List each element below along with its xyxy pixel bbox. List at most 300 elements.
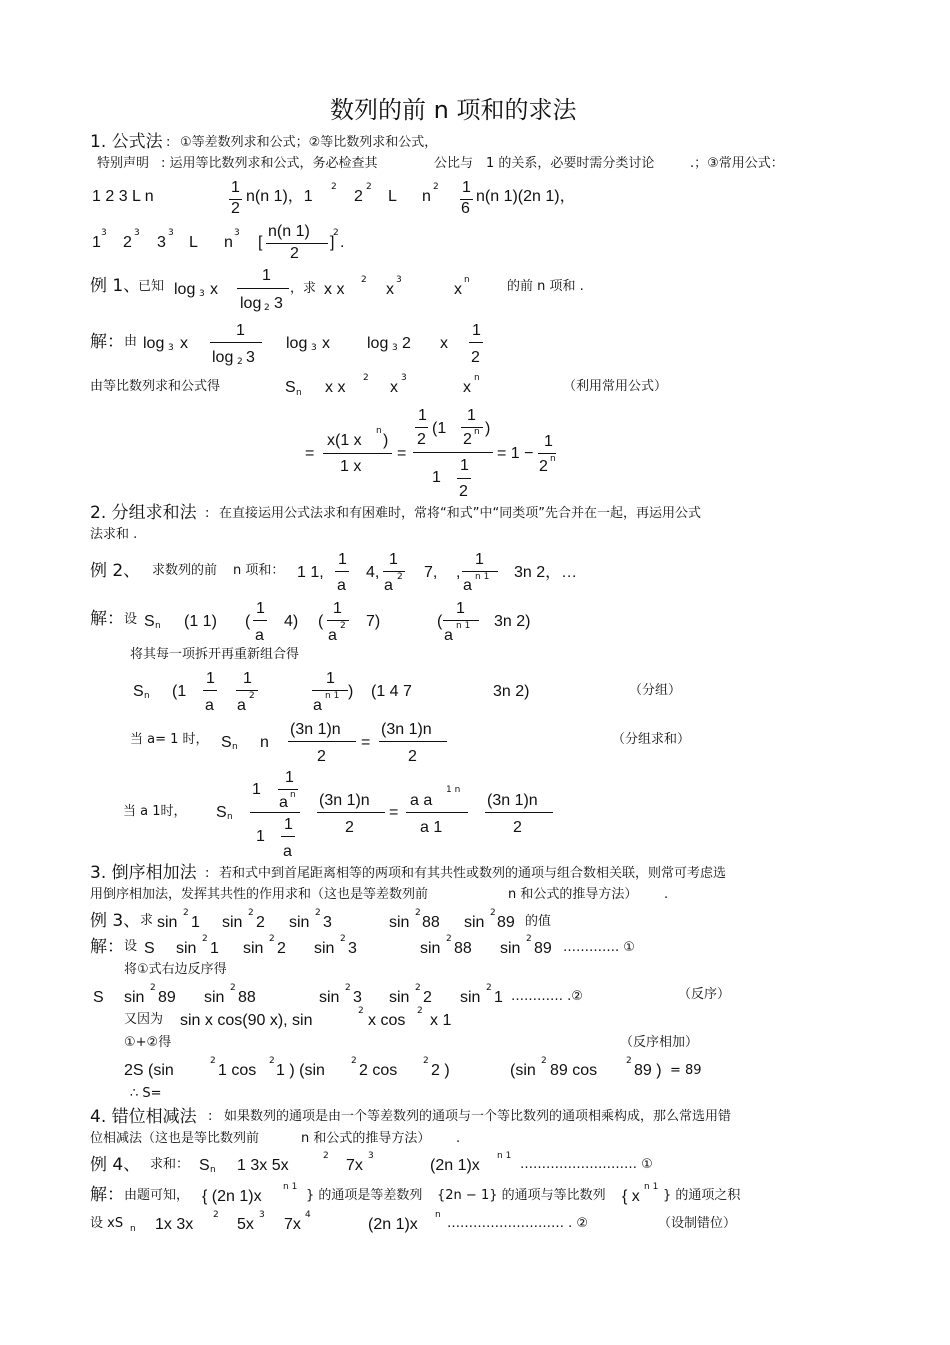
grouped-term: 3n 2) bbox=[493, 683, 530, 700]
identity-formula-2: x cos bbox=[368, 1012, 406, 1029]
superscript: n 1 bbox=[497, 1151, 512, 1161]
section-2-description-2: 法求和 . bbox=[90, 527, 138, 542]
formula-squares-result: n(n 1)(2n 1)， bbox=[476, 188, 576, 205]
fraction-bar bbox=[317, 812, 385, 813]
formula-term: 3 bbox=[246, 349, 255, 366]
formula-sum-n-result: n(n 1)，1 bbox=[246, 188, 313, 205]
equals-sign: = bbox=[361, 734, 371, 751]
formula-frac-num: 1 bbox=[333, 600, 342, 617]
group-sum-note: （分组求和） bbox=[612, 732, 691, 747]
superscript: 2 bbox=[249, 691, 255, 701]
formula-frac-num: 1 bbox=[236, 322, 245, 339]
superscript: n bbox=[474, 373, 480, 383]
superscript: n bbox=[464, 275, 470, 285]
example-1-text: 已知 bbox=[138, 279, 165, 294]
solution-2-set: 设 bbox=[124, 612, 138, 627]
series-general-term: (2n 1)x bbox=[430, 1157, 480, 1174]
grouped-term: 7) bbox=[366, 613, 381, 630]
sin-text: sin bbox=[204, 989, 225, 1006]
sin-text: sin bbox=[464, 914, 485, 931]
angle-value: 89 bbox=[497, 914, 515, 931]
solution-3-set: 设 bbox=[124, 939, 138, 954]
formula-frac-num: 1 bbox=[389, 551, 398, 568]
formula-frac-den: 2 bbox=[539, 458, 548, 475]
example-1-ask: ，求 bbox=[290, 281, 317, 296]
formula-frac-den: 2 bbox=[459, 483, 468, 500]
section-4-heading: 4. 错位相减法 bbox=[90, 1107, 197, 1127]
formula-frac-den: a bbox=[283, 843, 292, 860]
subscript: 2 bbox=[264, 303, 270, 313]
superscript: 2 bbox=[397, 572, 403, 582]
case-a-not-1: 当 a 1时， bbox=[123, 804, 187, 819]
angle-value: 2 bbox=[277, 940, 286, 957]
series-x: x x bbox=[325, 379, 346, 396]
s-symbol: S bbox=[93, 989, 104, 1006]
superscript: n 1 bbox=[456, 621, 471, 631]
subscript: n bbox=[144, 691, 150, 701]
formula-frac-num: 1 bbox=[262, 267, 271, 284]
frac-numerator: (3n 1)n bbox=[487, 792, 538, 809]
formula-frac-num: 1 bbox=[460, 457, 469, 474]
formula-frac-num: 1 bbox=[206, 670, 215, 687]
grouped-term: (1 4 7 bbox=[371, 683, 412, 700]
add-note: （反序相加） bbox=[620, 1035, 699, 1050]
subscript: n bbox=[130, 1224, 136, 1234]
angle-value: 88 bbox=[238, 989, 256, 1006]
grouped-term: ( bbox=[318, 613, 324, 630]
series-term: 3n 2，… bbox=[514, 564, 578, 581]
formula-term: 3 bbox=[157, 234, 166, 251]
section-4-description-4: . bbox=[456, 1131, 461, 1146]
formula-frac-num: 1 bbox=[338, 551, 347, 568]
angle-value: 89 bbox=[158, 989, 176, 1006]
series-terms: 7x bbox=[284, 1216, 301, 1233]
superscript: 2 bbox=[490, 908, 496, 918]
section-3-heading: 3. 倒序相加法 bbox=[90, 863, 197, 883]
formula-frac-num: 1 bbox=[467, 407, 476, 424]
equals-sign: = bbox=[397, 445, 407, 462]
sn-symbol: S bbox=[285, 379, 296, 396]
series-terms: 1 3x 5x bbox=[237, 1157, 289, 1174]
angle-value: 3 bbox=[348, 940, 357, 957]
two-s-formula: 2S (sin bbox=[124, 1062, 174, 1079]
solution-4-text: 由题可知， bbox=[124, 1188, 190, 1203]
superscript: 2 bbox=[333, 228, 339, 238]
solution-1-label: 解： bbox=[90, 332, 124, 352]
grouped-term: (1 1) bbox=[184, 613, 217, 630]
example-3-tail: 的值 bbox=[525, 914, 552, 929]
formula-frac-den: 2 bbox=[290, 245, 299, 262]
variable-x: x bbox=[440, 335, 448, 352]
superscript: n bbox=[550, 454, 556, 464]
formula-frac-den: a bbox=[337, 577, 346, 594]
superscript: 1 n bbox=[446, 785, 461, 795]
formula-frac-den: 2 bbox=[345, 819, 354, 836]
fraction-bar bbox=[288, 741, 356, 742]
subscript: 2 bbox=[237, 357, 243, 367]
sin-text: sin bbox=[389, 914, 410, 931]
angle-value: 1 bbox=[494, 989, 503, 1006]
superscript: 2 bbox=[331, 182, 337, 192]
close-paren: ) bbox=[383, 432, 389, 449]
variable-x: x bbox=[180, 335, 188, 352]
superscript: 2 bbox=[351, 1056, 357, 1066]
angle-value: 3 bbox=[323, 914, 332, 931]
formula-frac-num: 1 bbox=[544, 433, 553, 450]
formula-term: 2 bbox=[402, 335, 411, 352]
superscript: 2 bbox=[423, 1056, 429, 1066]
formula-frac-den: 2 bbox=[231, 200, 240, 217]
reverse-note: （反序） bbox=[678, 987, 731, 1002]
sn-symbol: S bbox=[133, 683, 144, 700]
fraction-bar bbox=[203, 690, 217, 691]
sn-symbol: S bbox=[199, 1157, 210, 1174]
frac-denominator: 1 x bbox=[340, 458, 362, 475]
series-terms: 1x 3x bbox=[155, 1216, 194, 1233]
formula-term: 1 bbox=[256, 828, 265, 845]
section-4-colon: : bbox=[208, 1109, 213, 1124]
frac-numerator: (3n 1)n bbox=[290, 721, 341, 738]
example-1-label: 例 1、 bbox=[90, 276, 141, 296]
sin-text: sin bbox=[289, 914, 310, 931]
section-3-description: 若和式中到首尾距离相等的两项和有其共性或数列的通项与组合数相关联，则常可考虑选 bbox=[219, 866, 727, 881]
fraction-bar bbox=[485, 812, 553, 813]
variable-x: x bbox=[210, 281, 218, 298]
two-s-formula: 89 ) bbox=[634, 1062, 662, 1079]
series-term: 4, bbox=[366, 564, 380, 581]
series-x: x x bbox=[324, 281, 345, 298]
solution-4-label: 解： bbox=[90, 1185, 124, 1205]
regroup-text: 将其每一项拆开再重新组合得 bbox=[130, 647, 300, 662]
sin-text: sin bbox=[124, 989, 145, 1006]
superscript: 4 bbox=[305, 1210, 311, 1220]
formula-frac-den: a bbox=[205, 697, 214, 714]
s-symbol: S bbox=[144, 940, 155, 957]
formula-frac-num: n(n 1) bbox=[268, 223, 310, 240]
formula-bracket: ] bbox=[330, 234, 335, 251]
formula-term: n bbox=[422, 188, 431, 205]
superscript: 2 bbox=[230, 983, 236, 993]
section-1-description: ①等差数列求和公式；②等比数列求和公式， bbox=[180, 135, 438, 150]
two-s-formula: 89 cos bbox=[550, 1062, 598, 1079]
grouped-term: ) bbox=[348, 683, 354, 700]
fraction-bar bbox=[253, 620, 267, 621]
superscript: 2 bbox=[415, 908, 421, 918]
frac-numerator: x(1 x bbox=[327, 432, 362, 449]
log-text: log bbox=[174, 281, 196, 298]
note-text-3: 1 的关系，必要时需分类讨论 bbox=[486, 156, 655, 171]
equation-marker-1: ……………………… ① bbox=[520, 1157, 653, 1172]
log-text: log bbox=[143, 335, 165, 352]
formula-frac-den: 2 bbox=[417, 431, 426, 448]
set-misalign-note: （设制错位） bbox=[658, 1216, 737, 1231]
formula-frac-num: 1 bbox=[243, 670, 252, 687]
example-3-label: 例 3、 bbox=[90, 911, 141, 931]
log-text: log bbox=[212, 349, 234, 366]
therefore-line: ∴ S= bbox=[130, 1086, 162, 1101]
superscript: n bbox=[290, 790, 296, 800]
solution-2-label: 解： bbox=[90, 609, 124, 629]
superscript: 2 bbox=[541, 1056, 547, 1066]
note-text-4: .；③常用公式： bbox=[690, 156, 784, 171]
angle-value: 2 bbox=[256, 914, 265, 931]
solution-4-text-3: {2n − 1} 的通项与等比数列 bbox=[437, 1188, 606, 1203]
superscript: n 1 bbox=[475, 572, 490, 582]
sin-text: sin bbox=[460, 989, 481, 1006]
variable-n: n bbox=[260, 734, 269, 751]
angle-value: 88 bbox=[454, 940, 472, 957]
identity-formula: sin x cos(90 x), sin bbox=[180, 1012, 313, 1029]
fraction-bar bbox=[237, 288, 289, 289]
sin-text: sin bbox=[157, 914, 178, 931]
superscript: 2 bbox=[248, 908, 254, 918]
equation-marker-2: ………… .② bbox=[511, 989, 583, 1004]
superscript: 2 bbox=[269, 934, 275, 944]
identity-formula-3: x 1 bbox=[430, 1012, 452, 1029]
because-text: 又因为 bbox=[124, 1012, 164, 1027]
formula-frac-num: 1 bbox=[285, 769, 294, 786]
two-s-formula: 1 cos bbox=[218, 1062, 257, 1079]
section-3-description-4: . bbox=[664, 887, 669, 902]
grouped-term: 3n 2) bbox=[494, 613, 531, 630]
formula-frac-num: 1 bbox=[418, 407, 427, 424]
superscript: 2 bbox=[202, 934, 208, 944]
fraction-bar bbox=[469, 342, 483, 343]
superscript: n bbox=[435, 1210, 441, 1220]
superscript: 2 bbox=[486, 983, 492, 993]
subscript: n bbox=[232, 742, 238, 752]
subscript: 3 bbox=[392, 343, 398, 353]
formula-frac-den: a bbox=[328, 627, 337, 644]
series-x: x bbox=[463, 379, 471, 396]
superscript: 2 bbox=[315, 908, 321, 918]
frac-numerator: (3n 1)n bbox=[319, 792, 370, 809]
superscript: 3 bbox=[259, 1210, 265, 1220]
formula-bracket: [ bbox=[258, 234, 263, 251]
sin-text: sin bbox=[176, 940, 197, 957]
superscript: 2 bbox=[417, 1006, 423, 1016]
superscript: n 1 bbox=[283, 1182, 298, 1192]
angle-value: 2 bbox=[423, 989, 432, 1006]
superscript: 2 bbox=[340, 621, 346, 631]
formula-frac-den: a bbox=[237, 697, 246, 714]
note-label: 特别声明 bbox=[97, 156, 150, 171]
formula-frac-den: 2 bbox=[513, 819, 522, 836]
subscript: 3 bbox=[168, 343, 174, 353]
formula-frac-num: 1 bbox=[456, 600, 465, 617]
geometric-term: { x bbox=[622, 1188, 640, 1205]
formula-frac-den: 2 bbox=[471, 349, 480, 366]
section-2-heading: 2. 分组求和法 bbox=[90, 503, 197, 523]
use-formula-note: （利用常用公式） bbox=[563, 379, 668, 394]
superscript: 2 bbox=[345, 983, 351, 993]
superscript: n 1 bbox=[325, 691, 340, 701]
superscript: n 1 bbox=[644, 1182, 659, 1192]
superscript: 3 bbox=[368, 1151, 374, 1161]
example-2-label: 例 2、 bbox=[90, 561, 141, 581]
formula-term: 2 bbox=[354, 188, 363, 205]
formula-frac-den: 2 bbox=[463, 431, 472, 448]
superscript: 2 bbox=[150, 983, 156, 993]
solution-3-label: 解： bbox=[90, 937, 124, 957]
series-x: x bbox=[386, 281, 394, 298]
subscript: 3 bbox=[199, 289, 205, 299]
superscript: 2 bbox=[626, 1056, 632, 1066]
subscript: n bbox=[155, 621, 161, 631]
superscript: n bbox=[376, 426, 382, 436]
section-4-description-3: n 和公式的推导方法） bbox=[301, 1131, 431, 1146]
case-a-equals-1: 当 a= 1 时， bbox=[130, 732, 209, 747]
formula-term: 2 bbox=[123, 234, 132, 251]
fraction-bar bbox=[379, 741, 447, 742]
two-s-result: = 89 bbox=[670, 1063, 702, 1078]
superscript: 2 bbox=[183, 908, 189, 918]
fraction-bar bbox=[457, 478, 471, 479]
reverse-text: 将①式右边反序得 bbox=[124, 962, 227, 977]
equals-sign: = bbox=[389, 804, 399, 821]
series-terms: 5x bbox=[237, 1216, 254, 1233]
note-text-2: 公比与 bbox=[434, 156, 474, 171]
solution-1-by: 由 bbox=[124, 334, 138, 349]
angle-value: 3 bbox=[353, 989, 362, 1006]
frac-big-numerator: (1 bbox=[432, 420, 447, 437]
formula-frac-num: 1 bbox=[462, 179, 471, 196]
two-s-formula: (sin bbox=[510, 1062, 536, 1079]
fraction-bar bbox=[335, 571, 349, 572]
example-4-label: 例 4、 bbox=[90, 1155, 141, 1175]
formula-period: . bbox=[340, 234, 345, 251]
variable-x: x bbox=[322, 335, 330, 352]
two-s-formula: 1 ) (sin bbox=[276, 1062, 325, 1079]
general-term: { (2n 1)x bbox=[202, 1188, 262, 1205]
sin-text: sin bbox=[222, 914, 243, 931]
sin-text: sin bbox=[243, 940, 264, 957]
section-3-description-2: 用倒序相加法，发挥其共性的作用求和（这也是等差数列前 bbox=[90, 887, 429, 902]
angle-value: 89 bbox=[534, 940, 552, 957]
sn-symbol: S bbox=[216, 804, 227, 821]
close-paren: ) bbox=[485, 420, 491, 437]
angle-value: 1 bbox=[210, 940, 219, 957]
formula-frac-den: a bbox=[463, 577, 472, 594]
superscript: 3 bbox=[234, 228, 240, 238]
log-text: log bbox=[367, 335, 389, 352]
fraction-bar bbox=[250, 812, 300, 813]
sin-text: sin bbox=[314, 940, 335, 957]
formula-frac-den: 2 bbox=[317, 748, 326, 765]
formula-frac-num: 1 bbox=[472, 322, 481, 339]
formula-frac-den: a bbox=[384, 577, 393, 594]
grouped-term: (1 bbox=[172, 683, 187, 700]
formula-term: 1 bbox=[92, 234, 101, 251]
superscript: 2 bbox=[269, 1056, 275, 1066]
log-text: log bbox=[240, 295, 262, 312]
superscript: 2 bbox=[526, 934, 532, 944]
page-title: 数列的前 n 项和的求法 bbox=[330, 96, 577, 124]
two-s-formula: 2 ) bbox=[431, 1062, 450, 1079]
section-3-colon: : bbox=[205, 866, 210, 881]
superscript: 2 bbox=[415, 983, 421, 993]
series-term: 1 1, bbox=[297, 564, 324, 581]
fraction-bar bbox=[281, 836, 295, 837]
sin-text: sin bbox=[420, 940, 441, 957]
frac-big-denominator: 1 bbox=[432, 469, 441, 486]
series-term: 7, bbox=[424, 564, 438, 581]
subscript: n bbox=[210, 1165, 216, 1175]
superscript: 2 bbox=[210, 1056, 216, 1066]
series-terms: 7x bbox=[346, 1157, 363, 1174]
formula-ellipsis: L bbox=[189, 234, 198, 251]
log-text: log bbox=[286, 335, 308, 352]
fraction-bar bbox=[406, 812, 468, 813]
formula-frac-den: a bbox=[313, 697, 322, 714]
fraction-bar bbox=[413, 452, 493, 453]
superscript: 3 bbox=[401, 373, 407, 383]
example-1-tail: 的前 n 项和 . bbox=[507, 279, 584, 294]
superscript: 2 bbox=[363, 373, 369, 383]
section-2-colon: : bbox=[205, 506, 210, 521]
section-1-colon: : bbox=[166, 135, 171, 150]
formula-frac-den: a bbox=[444, 627, 453, 644]
superscript: 3 bbox=[101, 228, 107, 238]
example-4-text: 求和： bbox=[150, 1157, 190, 1172]
sn-symbol: S bbox=[221, 734, 232, 751]
formula-frac-num: 1 bbox=[284, 816, 293, 833]
section-3-description-3: n 和公式的推导方法） bbox=[508, 887, 638, 902]
grouped-term: ( bbox=[437, 613, 443, 630]
superscript: 3 bbox=[168, 228, 174, 238]
formula-frac-den: a bbox=[255, 627, 264, 644]
angle-value: 1 bbox=[191, 914, 200, 931]
sin-text: sin bbox=[389, 989, 410, 1006]
superscript: 2 bbox=[358, 1006, 364, 1016]
superscript: 2 bbox=[361, 275, 367, 285]
series-x: x bbox=[454, 281, 462, 298]
formula-sum-n: 1 2 3 L n bbox=[92, 188, 154, 205]
series-general-term: (2n 1)x bbox=[368, 1216, 418, 1233]
equation-marker-2: ……………………… . ② bbox=[447, 1216, 589, 1231]
solution-4-text-4: } 的通项之积 bbox=[663, 1188, 741, 1203]
superscript: 3 bbox=[134, 228, 140, 238]
formula-frac-den: a bbox=[279, 794, 288, 811]
superscript: 2 bbox=[323, 1151, 329, 1161]
formula-frac-den: 6 bbox=[461, 200, 470, 217]
sin-text: sin bbox=[500, 940, 521, 957]
fraction-bar bbox=[210, 342, 262, 343]
equation-marker-1: …………. ① bbox=[563, 940, 635, 955]
superscript: 2 bbox=[433, 182, 439, 192]
two-s-formula: 2 cos bbox=[359, 1062, 398, 1079]
example-3-text: 求 bbox=[140, 913, 154, 928]
section-4-description: 如果数列的通项是由一个等差数列的通项与一个等比数列的通项相乘构成，那么常选用错 bbox=[224, 1109, 732, 1124]
sin-text: sin bbox=[319, 989, 340, 1006]
group-note: （分组） bbox=[629, 683, 682, 698]
superscript: 2 bbox=[446, 934, 452, 944]
solution-4-text-2: } 的通项是等差数列 bbox=[306, 1188, 423, 1203]
formula-term: 1 bbox=[252, 781, 261, 798]
formula-ellipsis: L bbox=[388, 188, 397, 205]
sn-symbol: S bbox=[144, 613, 155, 630]
formula-frac-num: 1 bbox=[326, 670, 335, 687]
subscript: n bbox=[227, 812, 233, 822]
series-x: x bbox=[390, 379, 398, 396]
frac-numerator: (3n 1)n bbox=[381, 721, 432, 738]
grouped-term: ( bbox=[245, 613, 251, 630]
subscript: 3 bbox=[311, 343, 317, 353]
example-2-text: 求数列的前 bbox=[152, 563, 218, 578]
subscript: n bbox=[296, 388, 302, 398]
superscript: 2 bbox=[213, 1210, 219, 1220]
grouped-term: 4) bbox=[284, 613, 299, 630]
